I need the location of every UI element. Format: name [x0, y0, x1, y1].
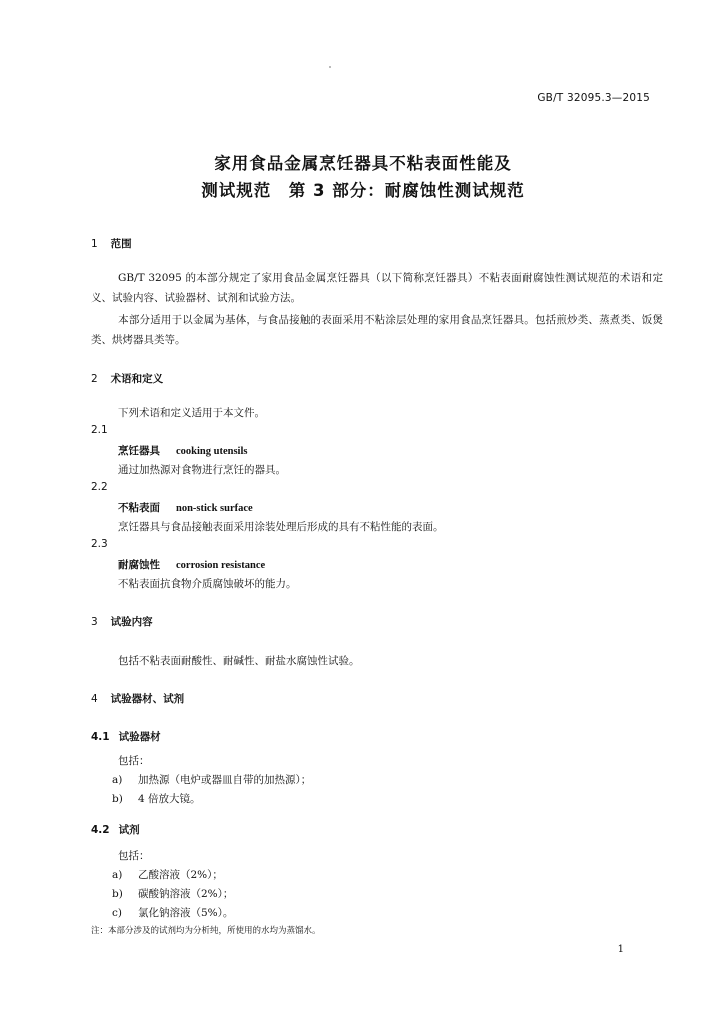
list-item — [112, 867, 223, 882]
term-definition: 通过加热源对食物进行烹饪的器具。 — [118, 464, 286, 476]
subsection-4-1-intro: 包括： — [118, 755, 150, 767]
list-item — [112, 772, 311, 787]
section-title: 范围 — [110, 238, 132, 250]
section-1-paragraph-2 — [91, 310, 663, 350]
list-item — [112, 791, 201, 806]
term-number: 2.1 — [91, 424, 108, 436]
term-entry — [118, 557, 265, 572]
list-marker: c) — [112, 907, 122, 919]
section-3-text: 包括不粘表面耐酸性、耐碱性、耐盐水腐蚀性试验。 — [118, 655, 360, 667]
document-title-line-2: 测试规范 第 3 部分：耐腐蚀性测试规范 — [201, 181, 525, 200]
section-number: 2 — [91, 373, 98, 385]
section-number: 3 — [91, 616, 98, 628]
section-title: 试验内容 — [110, 616, 153, 628]
subsection-4-1-heading — [91, 729, 161, 744]
subsection-title: 试验器材 — [118, 731, 161, 743]
term-chinese: 耐腐蚀性 — [118, 559, 160, 571]
term-chinese: 烹饪器具 — [118, 445, 160, 457]
subsection-title: 试剂 — [118, 824, 140, 836]
list-marker: b) — [112, 888, 123, 900]
list-item — [112, 886, 233, 901]
list-item — [112, 905, 233, 920]
section-title: 术语和定义 — [110, 373, 164, 385]
term-english: corrosion resistance — [176, 560, 266, 571]
subsection-4-2-intro: 包括： — [118, 850, 150, 862]
section-number: 1 — [91, 238, 98, 250]
list-text: 氯化钠溶液（5%）。 — [138, 907, 234, 919]
term-number: 2.2 — [91, 481, 108, 493]
page-number: 1 — [617, 944, 624, 955]
section-3-heading — [91, 614, 153, 629]
term-definition: 烹饪器具与食品接触表面采用涂装处理后形成的具有不粘性能的表面。 — [118, 521, 444, 533]
term-number: 2.3 — [91, 538, 108, 550]
term-definition: 不粘表面抗食物介质腐蚀破坏的能力。 — [118, 578, 297, 590]
section-title: 试验器材、试剂 — [110, 693, 185, 705]
document-title-line-1: 家用食品金属烹饪器具不粘表面性能及 — [214, 154, 512, 173]
term-entry — [118, 500, 253, 515]
subsection-number: 4.2 — [91, 824, 110, 836]
list-marker: b) — [112, 793, 123, 805]
section-2-intro: 下列术语和定义适用于本文件。 — [118, 407, 265, 419]
term-english: cooking utensils — [176, 446, 248, 457]
list-text: 4 倍放大镜。 — [138, 793, 201, 805]
reagent-note: 注：本部分涉及的试剂均为分析纯，所使用的水均为蒸馏水。 — [91, 926, 321, 936]
section-2-heading — [91, 371, 163, 386]
subsection-4-2-heading — [91, 822, 140, 837]
section-4-heading — [91, 691, 184, 706]
section-number: 4 — [91, 693, 98, 705]
term-english: non-stick surface — [176, 503, 253, 514]
term-chinese: 不粘表面 — [118, 502, 160, 514]
list-marker: a) — [112, 774, 123, 786]
list-marker: a) — [112, 869, 123, 881]
list-text: 碳酸钠溶液（2%）； — [138, 888, 234, 900]
paragraph-text: 本部分适用于以金属为基体，与食品接触的表面采用不粘涂层处理的家用食品烹饪器具。包括煎炒类、蒸煮类、饭煲类、烘烤器具类等。 — [91, 314, 663, 346]
list-text: 加热源（电炉或器皿自带的加热源）； — [138, 774, 312, 786]
scan-speck — [329, 66, 331, 68]
paragraph-text: GB/T 32095 的本部分规定了家用食品金属烹饪器具（以下简称烹饪器具）不粘表面耐腐蚀性测试规范的术语和定义、试验内容、试验器材、试剂和试验方法。 — [91, 272, 663, 304]
section-1-heading — [91, 236, 132, 251]
list-text: 乙酸溶液（2%）； — [138, 869, 223, 881]
subsection-number: 4.1 — [91, 731, 110, 743]
term-entry — [118, 443, 247, 458]
standard-number: GB/T 32095.3—2015 — [537, 92, 650, 104]
section-1-paragraph-1 — [91, 268, 663, 308]
